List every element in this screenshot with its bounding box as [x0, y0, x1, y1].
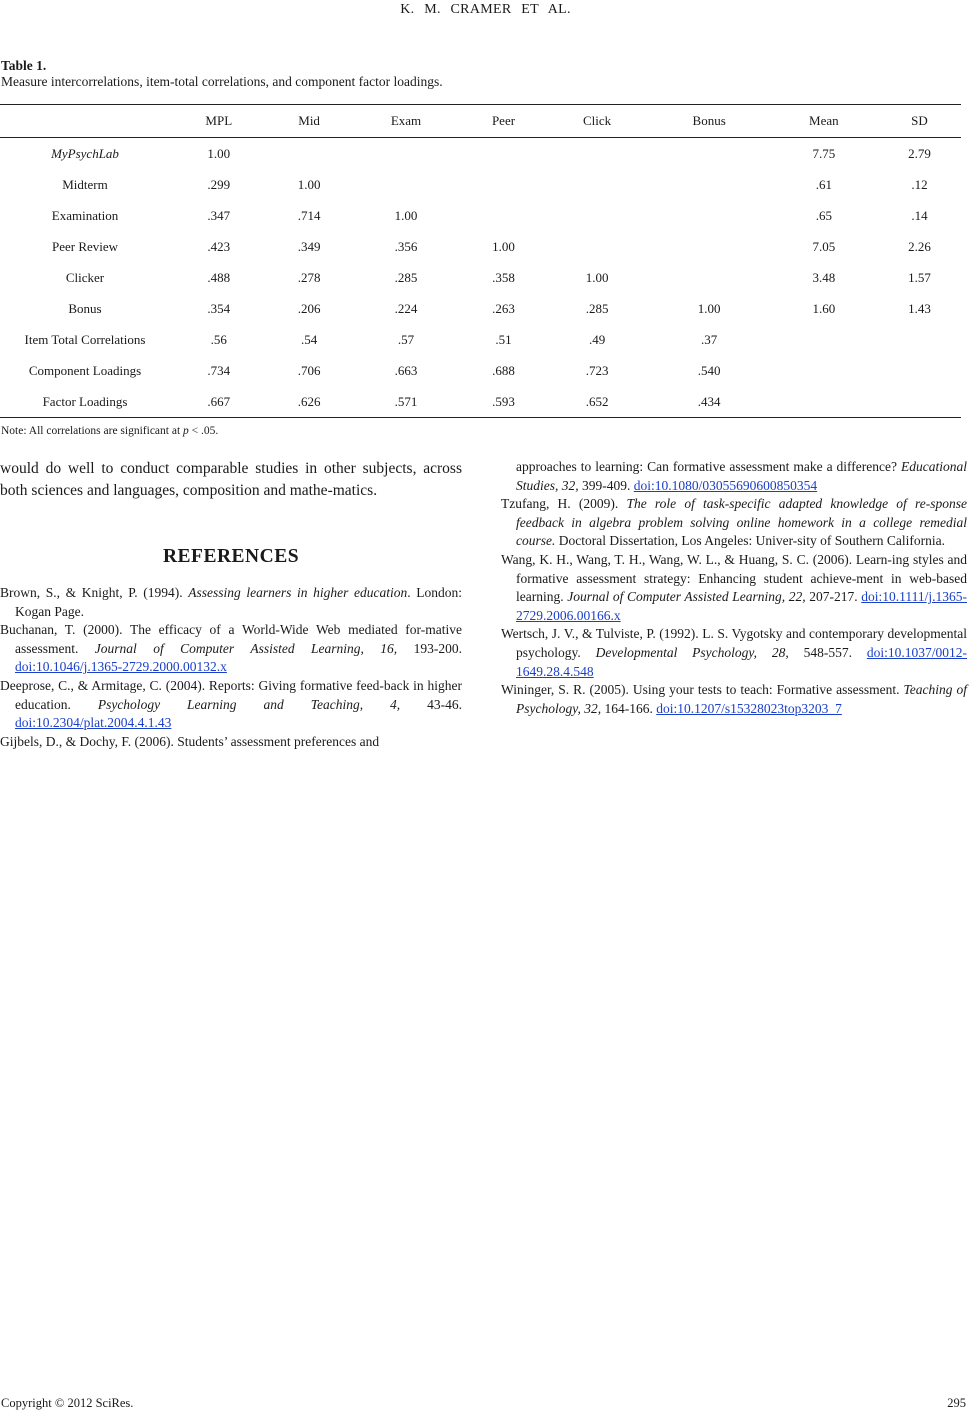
table-cell: .423 — [207, 238, 231, 254]
table-cell — [461, 138, 545, 170]
table-caption — [1, 58, 443, 90]
table-cell: 2.79 — [908, 145, 931, 161]
table-cell: .347 — [207, 207, 231, 223]
reference-wininger — [501, 681, 967, 718]
table-cell — [546, 138, 649, 170]
table-cell: .652 — [585, 393, 609, 409]
table-cell: 1.00 — [492, 238, 515, 254]
table-cell — [770, 355, 878, 386]
ref-text: Wininger, S. R. (2005). Using your tests to teach: Formative assessment. — [501, 682, 904, 698]
references-heading: REFERENCES — [162, 546, 300, 567]
row-label: Factor Loadings — [42, 393, 128, 409]
table-cell: 7.75 — [812, 145, 836, 161]
table-cell — [461, 169, 545, 200]
body-paragraph: would do well to conduct comparable studies in other subjects, across both sciences and languages, composition and mathe-matics. — [0, 460, 462, 499]
ref-text: 548-557. — [788, 644, 867, 660]
row-label: Peer Review — [51, 238, 119, 254]
table-row — [0, 293, 961, 324]
running-head: K. M. CRAMER ET AL. — [400, 2, 571, 17]
doi-link[interactable]: doi:10.2304/plat.2004.4.1.43 — [15, 715, 172, 731]
table-cell: .65 — [815, 207, 832, 223]
table-cell — [649, 231, 770, 262]
table-label: Table 1. — [1, 58, 47, 73]
table-cell — [546, 231, 649, 262]
table-caption-text: Measure intercorrelations, item-total correlations, and component factor loadings. — [1, 74, 443, 89]
ref-journal: Teaching of Psychology, 32, — [516, 682, 967, 716]
table-cell: .61 — [815, 176, 832, 192]
ref-text: 399-409. — [578, 477, 634, 493]
header-mid: Mid — [268, 105, 351, 138]
table-cell — [770, 324, 878, 355]
reference-buchanan — [0, 621, 462, 677]
table-cell: .358 — [492, 269, 515, 285]
ref-text: Wang, K. H., Wang, T. H., Wang, W. L., & Huang, S. C. (2006). Learn-ing styles and formative assessment strategy: Enhancing student achieve-ment in web-based learning. — [501, 551, 967, 605]
header-bonus: Bonus — [649, 105, 770, 138]
table-row — [0, 138, 961, 170]
ref-text: 193-200. — [397, 640, 462, 656]
table-cell: 1.00 — [394, 207, 418, 223]
table-cell: .571 — [394, 393, 418, 409]
ref-journal: Educational Studies, 32, — [516, 459, 967, 493]
table-note — [1, 425, 218, 437]
table-body — [0, 138, 961, 418]
ref-text: Tzufang, H. (2009). — [501, 496, 627, 512]
table-cell — [649, 200, 770, 231]
row-label: Bonus — [68, 300, 102, 316]
table-cell: .224 — [394, 300, 418, 316]
ref-journal: Journal of Computer Assisted Learning, 22, — [567, 589, 806, 605]
table-cell: .706 — [297, 362, 321, 378]
ref-book-title: Assessing learners in higher education — [188, 585, 408, 600]
ref-text: Deeprose, C., & Armitage, C. (2004). Reports: Giving formative feed-back in higher education. — [0, 677, 462, 712]
table-row — [0, 200, 961, 231]
table-cell: .714 — [297, 207, 321, 223]
table-cell: .14 — [911, 207, 928, 223]
row-label: Component Loadings — [28, 362, 142, 378]
header-mpl: MPL — [170, 105, 268, 138]
page-number: 295 — [947, 1396, 966, 1410]
table-cell: .49 — [588, 331, 606, 347]
reference-wertsch — [501, 625, 967, 681]
table-cell — [461, 200, 545, 231]
ref-text: Brown, S., & Knight, P. (1994). — [0, 585, 189, 600]
header-blank — [0, 105, 170, 138]
table-cell: .354 — [207, 300, 231, 316]
ref-text: 43-46. — [400, 696, 463, 712]
header-peer: Peer — [461, 105, 545, 138]
table-cell — [770, 386, 878, 418]
table-cell — [649, 169, 770, 200]
ref-text: Doctoral Dissertation, Los Angeles: Univer-sity of Southern California. — [555, 533, 946, 549]
table-row — [0, 324, 961, 355]
table-cell — [878, 324, 961, 355]
reference-deeprose — [0, 677, 462, 733]
doi-link[interactable]: doi:10.1037/0012-1649.28.4.548 — [516, 644, 967, 679]
table-cell: .663 — [394, 362, 418, 378]
table-cell: .434 — [697, 393, 721, 409]
table-note-suffix: < .05. — [188, 425, 219, 437]
table-cell: 3.48 — [812, 269, 836, 285]
table-header-row — [0, 105, 961, 138]
table-cell — [546, 169, 649, 200]
header-sd: SD — [878, 105, 961, 138]
doi-link[interactable]: doi:10.1207/s15328023top3203_7 — [656, 700, 842, 716]
ref-text: 164-166. — [601, 700, 657, 716]
table-cell: .626 — [297, 393, 321, 409]
row-label: Examination — [51, 207, 119, 223]
table-row — [0, 355, 961, 386]
table-cell: .299 — [207, 176, 231, 192]
table-cell: 1.57 — [908, 269, 931, 285]
ref-journal: Developmental Psychology, 28, — [595, 644, 789, 660]
ref-text: . London: Kogan Page. — [15, 585, 462, 619]
table-cell — [351, 169, 462, 200]
row-label: Midterm — [62, 176, 108, 192]
table-cell: .54 — [300, 331, 318, 347]
table-cell: .285 — [394, 269, 418, 285]
right-column — [501, 458, 967, 718]
table-cell — [351, 138, 462, 170]
table-note-prefix: Note: All correlations are significant at — [1, 425, 184, 437]
row-label: Clicker — [65, 269, 105, 285]
table-cell: .593 — [492, 393, 515, 409]
header-mean: Mean — [770, 105, 878, 138]
ref-text: Buchanan, T. (2000). The efficacy of a World-Wide Web mediated for-mative assessment. — [0, 622, 462, 656]
table-cell: .263 — [492, 300, 515, 316]
table-cell: 1.60 — [812, 300, 836, 316]
reference-tzufang — [501, 495, 967, 551]
reference-wang — [501, 551, 967, 625]
reference-gijbels-continued — [501, 458, 967, 495]
table-cell: .206 — [297, 300, 321, 316]
doi-link[interactable]: doi:10.1080/03055690600850354 — [633, 477, 818, 493]
ref-text: Gijbels, D., & Dochy, F. (2006). Students’ assessment preferences and — [0, 733, 380, 749]
ref-text: Wertsch, J. V., & Tulviste, P. (1992). L. S. Vygotsky and contemporary developmental psychology. — [501, 626, 967, 660]
row-label: MyPsychLab — [51, 145, 119, 161]
table-cell — [878, 386, 961, 418]
doi-link[interactable]: doi:10.1111/j.1365-2729.2006.00166.x — [516, 589, 967, 623]
table-cell: .540 — [697, 362, 721, 378]
table-cell: .356 — [394, 238, 418, 254]
table-cell — [649, 138, 770, 170]
table-cell: .56 — [210, 331, 227, 347]
table-cell: .278 — [297, 269, 321, 285]
table-cell: .51 — [495, 331, 512, 347]
table-cell — [878, 355, 961, 386]
ref-dissertation-title: The role of task-specific adapted knowledge of re-sponse feedback in algebra problem solving online homework in a college remedial course. — [516, 496, 967, 549]
table-cell: 2.26 — [908, 238, 931, 254]
table-cell: 1.00 — [697, 300, 721, 316]
row-label: Item Total Correlations — [24, 331, 146, 347]
table-cell: .734 — [207, 362, 231, 378]
ref-journal: Psychology Learning and Teaching, 4, — [97, 696, 401, 712]
table-cell — [268, 138, 351, 170]
table-cell: .285 — [585, 300, 609, 316]
table-row — [0, 169, 961, 200]
table-cell: .349 — [297, 238, 321, 254]
ref-text: 207-217. — [805, 589, 862, 605]
table-cell — [649, 262, 770, 293]
table-cell: .723 — [585, 362, 609, 378]
copyright-footer: Copyright © 2012 SciRes. — [1, 1396, 134, 1410]
table-cell: .667 — [207, 393, 231, 409]
correlation-table — [0, 104, 961, 418]
left-column — [0, 458, 462, 751]
table-cell — [546, 200, 649, 231]
table-row — [0, 262, 961, 293]
header-click: Click — [546, 105, 649, 138]
ref-journal: Journal of Computer Assisted Learning, 16, — [94, 640, 398, 656]
table-cell: .37 — [701, 331, 718, 347]
table-note-p: p — [183, 425, 189, 437]
table-row — [0, 231, 961, 262]
table-cell: 1.00 — [585, 269, 609, 285]
table-cell: .57 — [397, 331, 415, 347]
doi-link[interactable]: doi:10.1046/j.1365-2729.2000.00132.x — [15, 659, 227, 675]
ref-text: approaches to learning: Can formative assessment make a difference? — [516, 459, 901, 474]
reference-gijbels — [0, 733, 462, 752]
table-cell: .488 — [207, 269, 231, 285]
table-cell: .688 — [492, 362, 515, 378]
table-cell: 1.00 — [207, 145, 231, 161]
table-row — [0, 386, 961, 418]
table-cell: .12 — [911, 176, 928, 192]
reference-brown — [0, 584, 462, 621]
table-cell: 7.05 — [812, 238, 836, 254]
table-cell: 1.00 — [297, 176, 321, 192]
table-cell: 1.43 — [908, 300, 931, 316]
header-exam: Exam — [351, 105, 462, 138]
